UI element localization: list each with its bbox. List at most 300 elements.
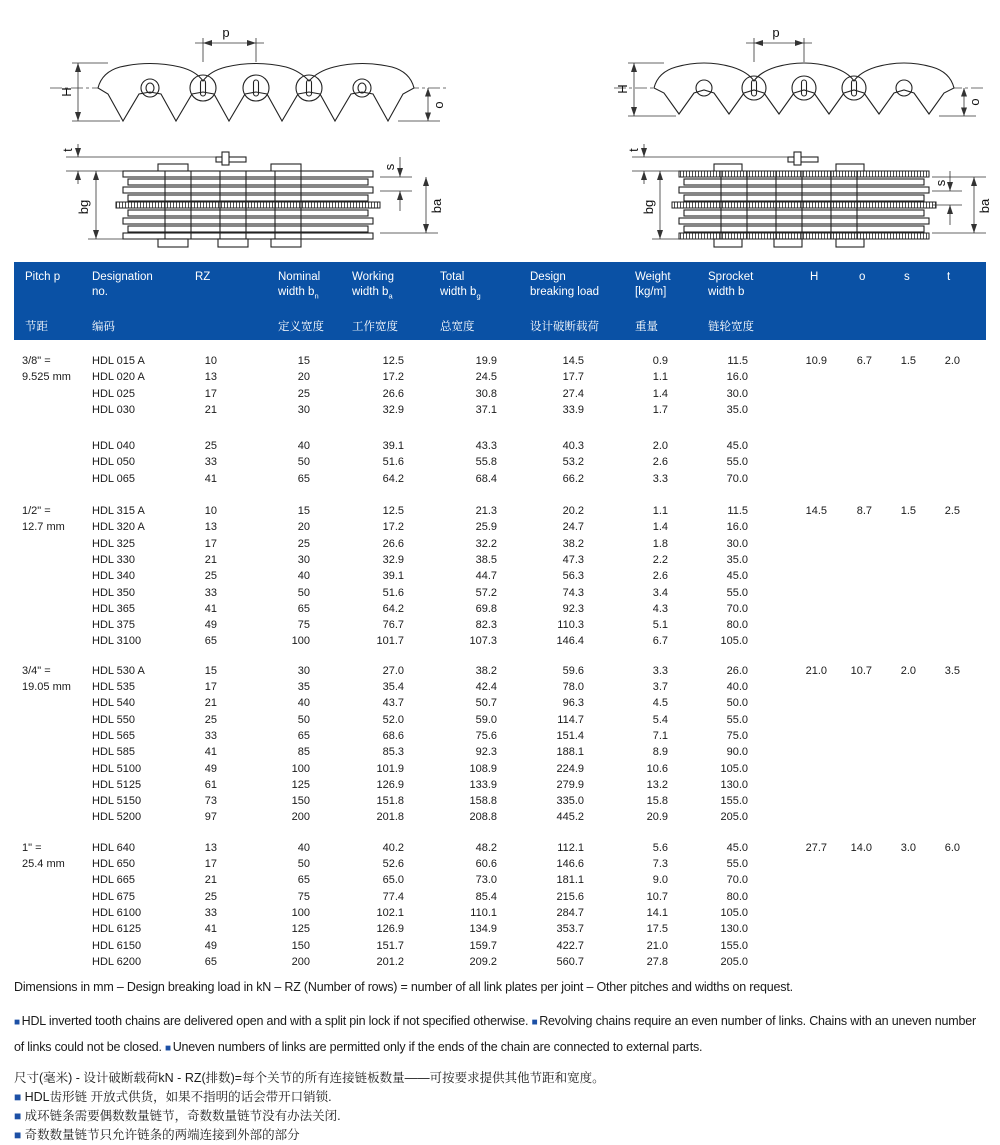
table-cell: 445.2 — [556, 811, 584, 824]
table-cell — [14, 536, 92, 552]
link-plate — [123, 233, 373, 239]
table-cell — [916, 617, 960, 633]
table-cell: 35.4 — [382, 681, 404, 694]
table-cell: 17.2 — [382, 521, 404, 534]
table-cell: HDL 330 — [92, 553, 136, 566]
link-plate — [128, 179, 368, 185]
table-row — [14, 552, 986, 568]
table-row — [14, 503, 986, 519]
table-cell: 107.3 — [469, 635, 497, 648]
table-cell: 14.5 — [562, 355, 584, 367]
table-row — [14, 663, 986, 679]
table-cell: 65 — [297, 602, 310, 615]
table-cell — [14, 889, 92, 905]
table-cell — [827, 695, 872, 711]
table-cell — [827, 809, 872, 825]
table-cell — [827, 793, 872, 809]
table-cell: 17.7 — [562, 371, 584, 384]
guide-tab — [271, 239, 301, 247]
table-row — [14, 777, 986, 793]
table-cell: 65 — [204, 955, 217, 968]
table-row — [14, 761, 986, 777]
table-header — [14, 262, 986, 340]
table-cell: 64.2 — [382, 472, 404, 485]
table-cell: 151.8 — [376, 795, 404, 808]
table-cell — [916, 872, 960, 888]
table-cell: 78.0 — [562, 681, 584, 694]
table-cell: 68.4 — [475, 472, 497, 485]
table-row — [14, 454, 986, 470]
note-text: HDL齿形链 开放式供货，如果不指明的话会带开口销锁. — [24, 1090, 332, 1105]
table-cell: 70.0 — [726, 874, 748, 887]
table-section — [14, 503, 986, 650]
link-plate-hatched — [679, 233, 929, 239]
table-cell: HDL 320 A — [92, 521, 145, 534]
table-cell: 30 — [297, 553, 310, 566]
table-cell: 205.0 — [720, 955, 748, 968]
table-cell — [14, 809, 92, 825]
link-plate — [128, 226, 368, 232]
table-cell: 44.7 — [475, 570, 497, 583]
table-cell — [916, 585, 960, 601]
table-cell: 25 — [297, 537, 310, 550]
table-cell — [916, 921, 960, 937]
table-cell — [748, 695, 827, 711]
note-text: 成环链条需要偶数数量链节，奇数数量链节没有办法关闭. — [24, 1109, 341, 1124]
table-cell: 17 — [204, 537, 217, 550]
table-cell: 13 — [204, 841, 217, 854]
table-cell: 353.7 — [556, 923, 584, 936]
table-cell — [872, 954, 916, 970]
table-cell: 205.0 — [720, 811, 748, 824]
table-cell — [916, 633, 960, 649]
table-cell: 7.3 — [652, 858, 668, 871]
spec-table — [14, 262, 986, 970]
table-cell: 126.9 — [376, 778, 404, 791]
table-row — [14, 921, 986, 937]
table-row — [14, 905, 986, 921]
chinese-note-line — [14, 1088, 986, 1107]
table-cell — [827, 369, 872, 385]
table-cell: 0.9 — [652, 355, 668, 367]
table-cell — [872, 938, 916, 954]
table-cell: 155.0 — [720, 795, 748, 808]
table-cell — [827, 386, 872, 402]
table-cell: 4.3 — [652, 602, 668, 615]
table-row — [14, 353, 986, 369]
table-cell: 30 — [297, 664, 310, 677]
table-cell — [916, 954, 960, 970]
table-cell: HDL 540 — [92, 697, 136, 710]
table-cell: 1.7 — [652, 403, 668, 416]
table-cell: 27.7 — [805, 841, 827, 854]
table-cell: 53.2 — [562, 456, 584, 469]
table-cell: 39.1 — [382, 570, 404, 583]
table-cell: 33 — [204, 729, 217, 742]
table-row — [14, 840, 986, 856]
table-cell: 97 — [204, 811, 217, 824]
table-row — [14, 617, 986, 633]
table-cell: HDL 675 — [92, 890, 136, 903]
table-row — [14, 633, 986, 649]
table-cell: HDL 6200 — [92, 955, 142, 968]
table-cell — [916, 728, 960, 744]
table-cell: 15.8 — [646, 795, 668, 808]
table-cell — [748, 872, 827, 888]
table-cell: 75 — [297, 619, 310, 632]
table-cell — [872, 679, 916, 695]
table-cell: 33 — [204, 586, 217, 599]
table-cell — [872, 601, 916, 617]
chain-drawing-right — [604, 26, 992, 256]
table-cell: 155.0 — [720, 939, 748, 952]
table-cell: HDL 3100 — [92, 635, 142, 648]
table-cell: 82.3 — [475, 619, 497, 632]
table-row — [14, 744, 986, 760]
table-cell: HDL 535 — [92, 681, 136, 694]
table-cell: 8.9 — [652, 746, 668, 759]
table-cell: 200 — [291, 955, 310, 968]
dim-label-bg: bg — [641, 199, 656, 215]
link-plate — [684, 226, 924, 232]
pitch-label: 1/2" = 12.7 mm — [22, 505, 65, 534]
table-cell — [916, 601, 960, 617]
table-cell — [748, 568, 827, 584]
table-row — [14, 938, 986, 954]
table-row — [14, 872, 986, 888]
table-cell: HDL 025 — [92, 387, 136, 400]
table-cell: 85.3 — [382, 746, 404, 759]
table-row — [14, 585, 986, 601]
english-notes — [14, 1009, 986, 1061]
table-cell: 85 — [297, 746, 310, 759]
table-cell: HDL 315 A — [92, 505, 145, 518]
table-cell — [872, 793, 916, 809]
table-cell: 30.0 — [726, 537, 748, 550]
table-cell: 41 — [204, 923, 217, 936]
table-cell: 20 — [297, 521, 310, 534]
header-cell: Designation no. 编码 — [92, 271, 153, 333]
header-cell: Total width $b_g$ 总宽度 — [440, 271, 481, 333]
table-cell: 110.3 — [557, 619, 584, 632]
table-cell: 12.5 — [382, 505, 404, 518]
table-cell: 77.4 — [382, 890, 404, 903]
table-cell: 61 — [204, 778, 217, 791]
table-cell: 40.3 — [562, 440, 584, 453]
table-cell: 21 — [204, 553, 217, 566]
table-cell: 50 — [297, 713, 310, 726]
table-cell: HDL 015 A — [92, 355, 145, 367]
table-cell — [872, 872, 916, 888]
dim-label-H: H — [615, 84, 630, 94]
table-cell: 13 — [204, 371, 217, 384]
table-cell: HDL 375 — [92, 619, 136, 632]
table-cell: 24.5 — [475, 371, 497, 384]
table-cell: 279.9 — [556, 778, 584, 791]
table-cell: 39.1 — [382, 440, 404, 453]
table-row — [14, 402, 986, 418]
table-cell: 59.6 — [562, 664, 584, 677]
table-cell: 27.4 — [562, 387, 584, 400]
table-cell: 101.7 — [376, 635, 404, 648]
table-cell — [14, 617, 92, 633]
table-cell — [916, 438, 960, 454]
table-cell — [827, 954, 872, 970]
table-cell: 73 — [204, 795, 217, 808]
table-cell — [14, 712, 92, 728]
table-cell: 50 — [297, 456, 310, 469]
table-row — [14, 728, 986, 744]
table-cell: 6.0 — [944, 841, 960, 854]
technical-drawings — [0, 0, 1000, 256]
table-cell — [827, 761, 872, 777]
table-cell: 105.0 — [720, 635, 748, 648]
header-cell: Sprocket width b 链轮宽度 — [708, 271, 754, 333]
note-bullet-icon: ■ — [14, 1128, 25, 1143]
table-cell: 25 — [297, 387, 310, 400]
link-plate — [679, 218, 929, 224]
table-cell — [872, 695, 916, 711]
table-cell: 92.3 — [562, 602, 584, 615]
table-cell: 15 — [204, 664, 217, 677]
table-cell — [827, 921, 872, 937]
table-cell: 43.3 — [475, 440, 497, 453]
table-cell: 50 — [297, 858, 310, 871]
table-cell: 1.4 — [652, 521, 668, 534]
table-cell — [14, 601, 92, 617]
table-cell: 101.9 — [376, 762, 404, 775]
table-cell: HDL 030 — [92, 403, 136, 416]
link-plate — [128, 210, 368, 216]
link-plate — [123, 187, 373, 193]
chain-drawing-left — [28, 26, 458, 256]
table-cell — [872, 712, 916, 728]
table-cell — [827, 617, 872, 633]
table-cell — [916, 454, 960, 470]
table-cell: 70.0 — [726, 602, 748, 615]
table-cell: 100 — [291, 635, 310, 648]
table-cell: 49 — [204, 939, 217, 952]
table-cell — [827, 585, 872, 601]
table-cell: HDL 650 — [92, 858, 136, 871]
table-cell: 130.0 — [720, 923, 748, 936]
table-cell: 21 — [204, 697, 217, 710]
table-cell: 1.1 — [652, 505, 668, 518]
table-cell — [14, 744, 92, 760]
table-cell — [916, 679, 960, 695]
table-cell: 17.2 — [382, 371, 404, 384]
table-cell — [872, 617, 916, 633]
dimensions-footnote: Dimensions in mm – Design breaking load in kN – RZ (Number of rows) = number of all link plates per joint – Other pitches and widths on request. — [14, 980, 793, 995]
table-cell — [916, 777, 960, 793]
table-cell — [872, 633, 916, 649]
table-cell — [827, 402, 872, 418]
table-cell: HDL 340 — [92, 570, 136, 583]
dim-label-p: p — [772, 26, 780, 40]
table-cell: 52.6 — [382, 858, 404, 871]
table-cell: 1.1 — [652, 371, 668, 384]
chinese-notes — [0, 1088, 1000, 1145]
table-cell: 108.9 — [469, 762, 497, 775]
table-cell: 35 — [297, 681, 310, 694]
chinese-footnote: 尺寸(毫米) - 设计破断载荷kN - RZ(排数)=每个关节的所有连接链板数量——可按要求提供其他节距和宽度。 — [14, 1071, 605, 1086]
table-cell: 66.2 — [562, 472, 584, 485]
table-cell: 38.5 — [475, 553, 497, 566]
table-cell — [748, 679, 827, 695]
table-cell: 96.3 — [562, 697, 584, 710]
link-plate — [123, 171, 373, 177]
table-cell — [748, 905, 827, 921]
table-cell — [748, 519, 827, 535]
table-cell — [916, 744, 960, 760]
table-cell: 38.2 — [475, 664, 497, 677]
table-cell: 151.4 — [556, 729, 584, 742]
link-plate — [684, 179, 924, 185]
table-cell: 47.3 — [562, 553, 584, 566]
table-cell: 25 — [204, 713, 217, 726]
table-cell: 92.3 — [475, 746, 497, 759]
table-cell: 40.0 — [726, 681, 748, 694]
table-cell — [14, 793, 92, 809]
dim-label-t: t — [60, 148, 75, 152]
table-cell: 64.2 — [382, 602, 404, 615]
header-cell: H — [810, 271, 819, 283]
chain-side-outline — [98, 64, 414, 122]
table-cell: 90.0 — [726, 746, 748, 759]
table-cell — [916, 536, 960, 552]
table-cell: 3.7 — [652, 681, 668, 694]
pin-hatched — [672, 202, 936, 208]
table-cell: HDL 585 — [92, 746, 136, 759]
table-cell: 45.0 — [726, 570, 748, 583]
table-cell — [916, 369, 960, 385]
table-cell — [916, 552, 960, 568]
table-cell — [14, 471, 92, 487]
table-cell: 105.0 — [720, 762, 748, 775]
table-cell — [748, 761, 827, 777]
table-cell — [872, 568, 916, 584]
table-cell: HDL 040 — [92, 440, 136, 453]
table-row — [14, 695, 986, 711]
table-cell — [748, 744, 827, 760]
table-cell: 59.0 — [475, 713, 497, 726]
table-cell — [872, 369, 916, 385]
header-cell: t — [947, 271, 951, 283]
table-cell: 33 — [204, 906, 217, 919]
table-cell: 30 — [297, 403, 310, 416]
table-cell: 200 — [291, 811, 310, 824]
table-cell: 110.1 — [470, 906, 497, 919]
table-cell: 32.9 — [382, 553, 404, 566]
table-cell: 80.0 — [726, 619, 748, 632]
table-cell — [872, 585, 916, 601]
table-cell: HDL 325 — [92, 537, 136, 550]
table-cell — [14, 585, 92, 601]
table-cell — [748, 777, 827, 793]
table-cell: 112.1 — [557, 841, 584, 854]
table-cell: 19.9 — [475, 355, 497, 367]
table-cell: 14.1 — [646, 906, 668, 919]
table-cell — [872, 809, 916, 825]
table-cell: 15 — [297, 355, 310, 367]
link-plate-hatched — [679, 171, 929, 177]
table-cell: 14.5 — [805, 505, 827, 518]
table-cell — [14, 905, 92, 921]
table-cell — [827, 905, 872, 921]
table-cell: HDL 065 — [92, 472, 136, 485]
table-cell — [748, 921, 827, 937]
table-cell — [14, 438, 92, 454]
chinese-note-line — [14, 1107, 986, 1126]
table-cell: 2.6 — [652, 456, 668, 469]
table-cell: 146.6 — [556, 858, 584, 871]
table-cell: 17 — [204, 858, 217, 871]
table-cell: 6.7 — [652, 635, 668, 648]
table-cell — [916, 519, 960, 535]
table-cell: 20 — [297, 371, 310, 384]
table-cell: 16.0 — [726, 371, 748, 384]
table-cell: 2.0 — [900, 664, 916, 677]
table-cell: 2.6 — [652, 570, 668, 583]
table-cell: 5.4 — [652, 713, 668, 726]
header-cell: Weight [kg/m] 重量 — [635, 271, 671, 333]
table-cell — [916, 905, 960, 921]
table-cell: 12.5 — [382, 355, 404, 367]
table-cell — [748, 938, 827, 954]
table-cell — [827, 872, 872, 888]
table-cell — [14, 552, 92, 568]
split-pin — [222, 152, 229, 165]
table-cell: 80.0 — [726, 890, 748, 903]
header-cell: s — [904, 271, 910, 283]
table-cell: 27.8 — [646, 955, 668, 968]
note-text: HDL inverted tooth chains are delivered open and with a split pin lock if not specified otherwise. — [21, 1014, 532, 1029]
table-cell: 6.7 — [856, 355, 872, 367]
table-cell: 2.0 — [652, 440, 668, 453]
split-pin — [788, 157, 818, 162]
table-cell: 134.9 — [469, 923, 497, 936]
table-cell: 30.8 — [475, 387, 497, 400]
header-cell: RZ — [195, 271, 211, 283]
table-cell: 40 — [297, 841, 310, 854]
table-cell — [14, 921, 92, 937]
table-cell: 26.6 — [382, 387, 404, 400]
header-cell: Working width $b_a$ 工作宽度 — [352, 271, 398, 333]
table-body — [14, 353, 986, 970]
guide-tab — [714, 239, 742, 247]
table-cell: 21 — [204, 874, 217, 887]
table-cell: 40.2 — [382, 841, 404, 854]
table-cell: 55.0 — [726, 456, 748, 469]
table-cell: 69.8 — [475, 602, 497, 615]
table-cell: 422.7 — [556, 939, 584, 952]
chain-side-outline — [654, 63, 954, 114]
table-cell: 40 — [297, 440, 310, 453]
table-cell: 51.6 — [382, 586, 404, 599]
table-cell — [872, 519, 916, 535]
table-cell — [916, 402, 960, 418]
table-cell — [827, 938, 872, 954]
table-cell: 40 — [297, 697, 310, 710]
table-cell: 158.8 — [469, 795, 497, 808]
table-cell: 1.4 — [652, 387, 668, 400]
table-row — [14, 386, 986, 402]
table-cell — [748, 856, 827, 872]
table-cell: 3.3 — [652, 472, 668, 485]
guide-tab — [158, 239, 188, 247]
table-cell: 114.7 — [557, 713, 584, 726]
table-cell: 21.0 — [805, 664, 827, 677]
